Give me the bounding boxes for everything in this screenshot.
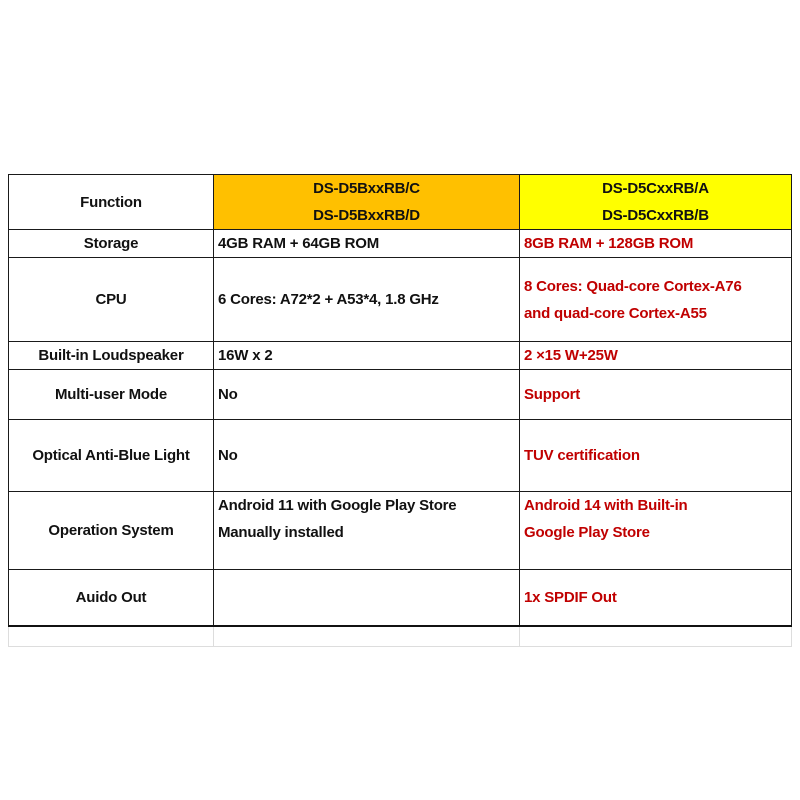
table-row: [9, 258, 792, 342]
empty-row: [9, 626, 792, 647]
cell-text: Android 14 with Built-in: [524, 497, 688, 514]
cell-text: 4GB RAM + 64GB ROM: [218, 235, 380, 252]
cell-text: 1x SPDIF Out: [524, 588, 617, 606]
header-model-b: [214, 175, 520, 230]
cell-text: 8GB RAM + 128GB ROM: [524, 235, 694, 252]
cell-b: [214, 370, 520, 420]
cell-c: [520, 258, 792, 342]
cell-text: 16W x 2: [218, 347, 273, 364]
model-name: DS-D5BxxRB/D: [313, 207, 420, 224]
cell-text: TUV certification: [524, 447, 640, 464]
cell-b: [214, 342, 520, 370]
empty-cell: [214, 626, 520, 647]
table-row: [9, 570, 792, 626]
cell-text: Support: [524, 386, 581, 403]
header-row: [9, 175, 792, 230]
row-label: Multi-user Mode: [9, 370, 214, 420]
empty-cell: [520, 626, 792, 647]
comparison-table: [8, 174, 792, 647]
model-name: DS-D5BxxRB/C: [313, 180, 420, 197]
model-name: DS-D5CxxRB/A: [602, 180, 709, 197]
cell-text: 8 Cores: Quad-core Cortex-A76: [524, 277, 742, 295]
empty-cell: [9, 626, 214, 647]
cell-text: 2 ×15 W+25W: [524, 347, 618, 364]
header-model-c: [520, 175, 792, 230]
table-row: [9, 342, 792, 370]
cell-b: [214, 420, 520, 492]
row-label: Built-in Loudspeaker: [9, 342, 214, 370]
cell-text: No: [218, 447, 238, 464]
cell-text: No: [218, 386, 238, 403]
model-name: DS-D5CxxRB/B: [602, 207, 709, 224]
table-row: [9, 370, 792, 420]
cell-c: [520, 230, 792, 258]
cell-b: [214, 258, 520, 342]
table-row: [9, 420, 792, 492]
cell-b: [214, 230, 520, 258]
cell-b: [214, 570, 520, 626]
row-label: CPU: [9, 258, 214, 342]
cell-text: and quad-core Cortex-A55: [524, 304, 707, 322]
cell-c: [520, 342, 792, 370]
table-row: [9, 230, 792, 258]
row-label: Storage: [9, 230, 214, 258]
table-row: [9, 492, 792, 570]
cell-c: [520, 370, 792, 420]
cell-text: Manually installed: [218, 524, 344, 541]
cell-c: [520, 492, 792, 570]
cell-text: Android 11 with Google Play Store: [218, 497, 457, 514]
cell-text: 6 Cores: A72*2 + A53*4, 1.8 GHz: [218, 291, 439, 308]
cell-text: Google Play Store: [524, 524, 650, 541]
row-label: Operation System: [9, 492, 214, 570]
row-label: Auido Out: [9, 570, 214, 626]
row-label: Optical Anti-Blue Light: [9, 420, 214, 492]
cell-b: [214, 492, 520, 570]
cell-c: [520, 420, 792, 492]
header-function: Function: [9, 175, 214, 230]
cell-c: [520, 570, 792, 626]
